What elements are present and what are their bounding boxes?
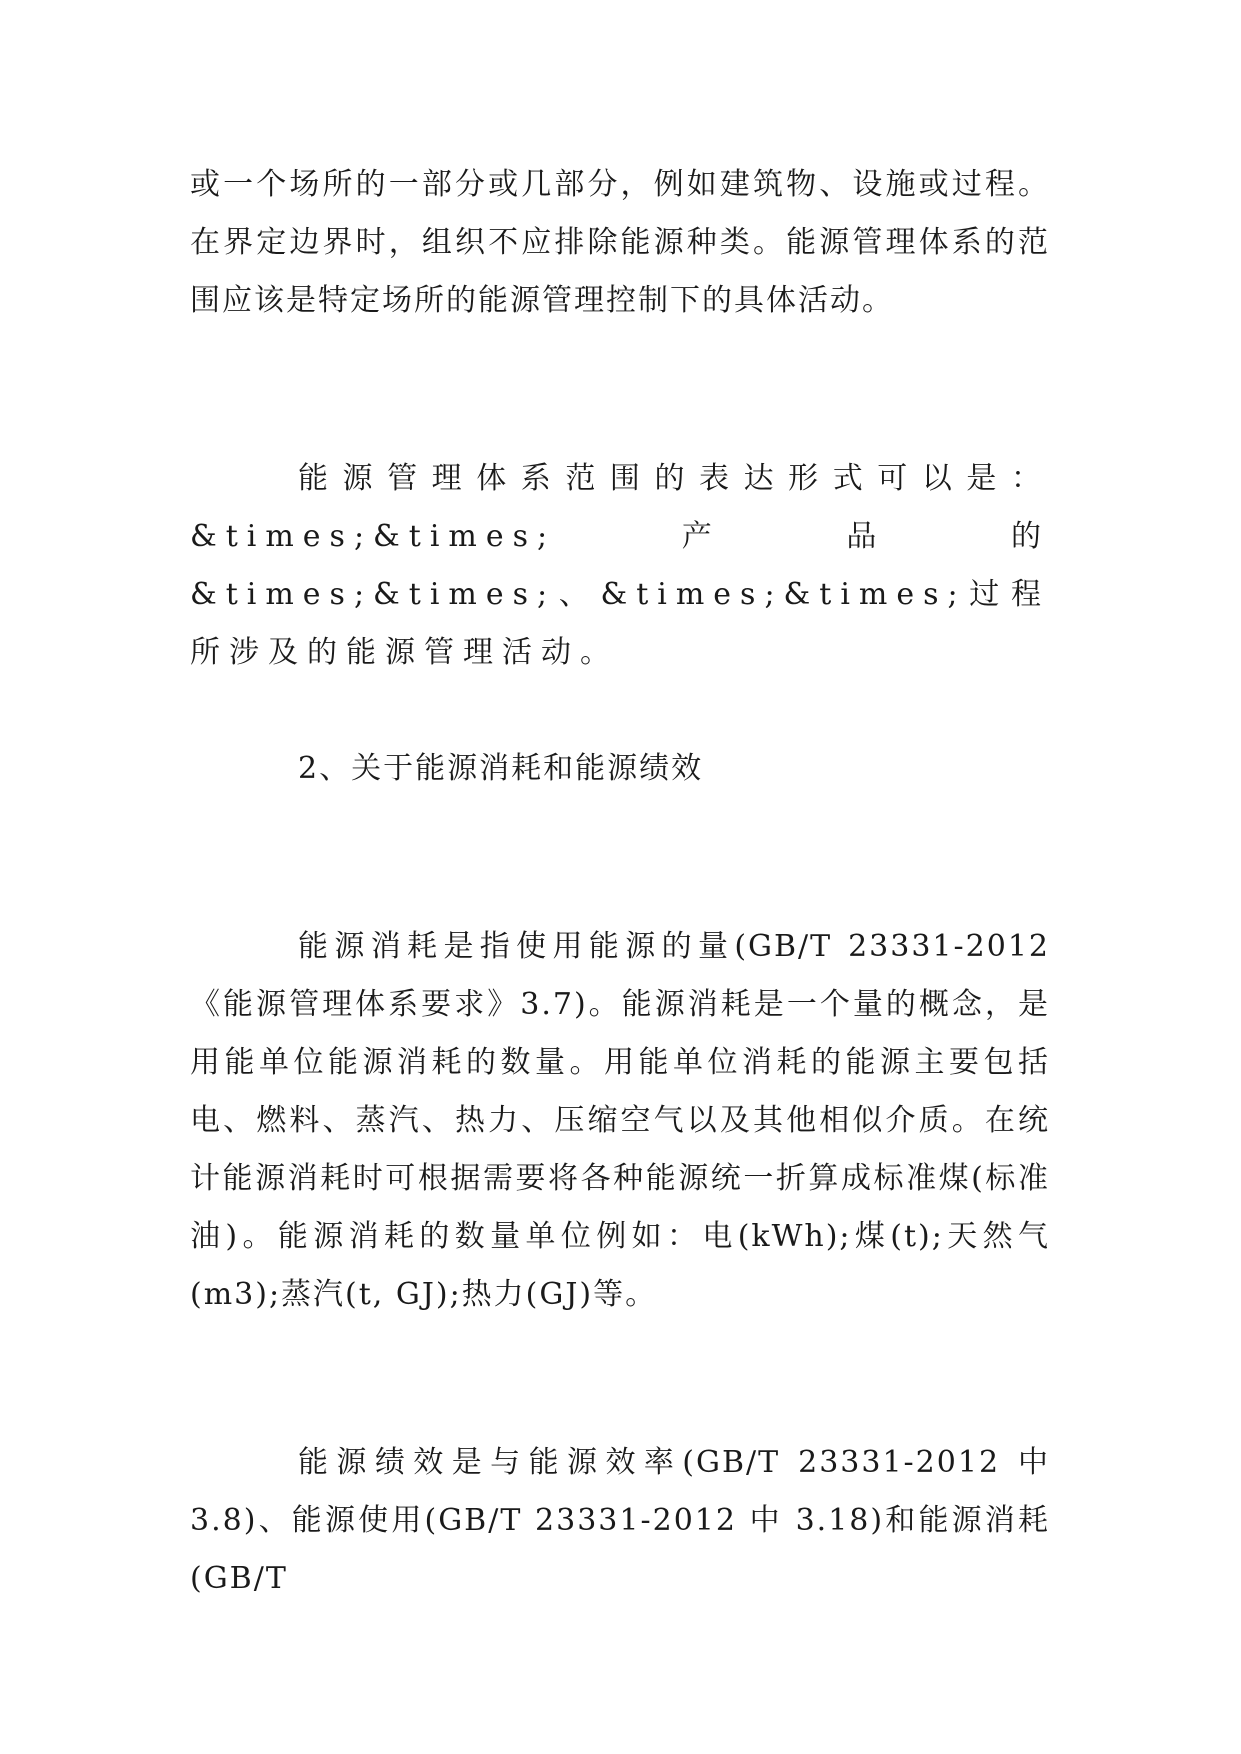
section-heading: 2、关于能源消耗和能源绩效 <box>298 751 704 786</box>
paragraph-energy-performance: 能源绩效是与能源效率(GB/T 23331-2012 中 3.8)、能源使用(GB/T 23331-2012 中 3.18)和能源消耗(GB/T <box>190 1445 1050 1596</box>
paragraph-scope-expression: 能源管理体系范围的表达形式可以是：&times;&times;产品的&times;&times;、&times;&times;过程所涉及的能源管理活动。 <box>190 461 1050 670</box>
paragraph-energy-consumption: 能源消耗是指使用能源的量(GB/T 23331-2012 《能源管理体系要求》3.7)。能源消耗是一个量的概念，是用能单位能源消耗的数量。用能单位消耗的能源主要包括电、燃料、蒸汽、热力、压缩空气以及其他相似介质。在统计能源消耗时可根据需要将各种能源统一折算成标准煤(标准油)。能源消耗的数量单位例如：电(kWh);煤(t);天然气(m3);蒸汽(t, GJ);热力(GJ)等。 <box>190 929 1050 1312</box>
paragraph-scope-boundary: 或一个场所的一部分或几部分，例如建筑物、设施或过程。在界定边界时，组织不应排除能源种类。能源管理体系的范围应该是特定场所的能源管理控制下的具体活动。 <box>190 167 1050 318</box>
